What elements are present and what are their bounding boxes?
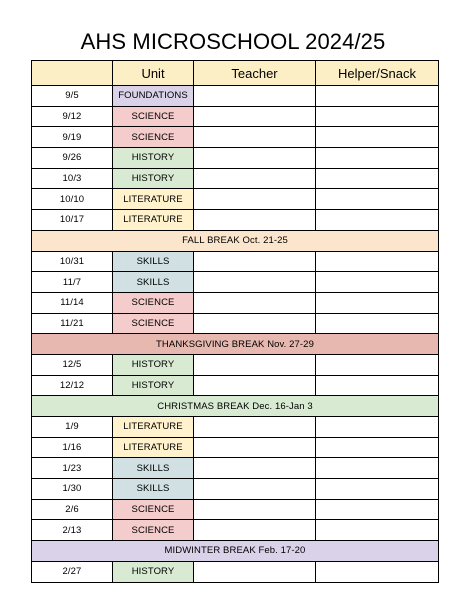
teacher-cell[interactable]: [194, 437, 316, 458]
unit-cell: LITERATURE: [113, 437, 194, 458]
unit-cell: SCIENCE: [113, 292, 194, 313]
helper-snack-column-header: Helper/Snack: [316, 61, 439, 86]
break-row: [32, 541, 439, 562]
break-label: MIDWINTER BREAK Feb. 17-20: [32, 541, 439, 562]
schedule-row: [32, 561, 439, 582]
schedule-row: [32, 189, 439, 210]
teacher-column-header: Teacher: [194, 61, 316, 86]
unit-cell: SKILLS: [113, 479, 194, 500]
helper-snack-cell[interactable]: [316, 189, 439, 210]
schedule-row: [32, 375, 439, 396]
header-row: [32, 61, 439, 86]
teacher-cell[interactable]: [194, 313, 316, 334]
date-cell: 9/26: [32, 148, 113, 169]
schedule-body: [32, 86, 439, 583]
helper-snack-cell[interactable]: [316, 251, 439, 272]
teacher-cell[interactable]: [194, 86, 316, 107]
date-cell: 2/27: [32, 561, 113, 582]
teacher-cell[interactable]: [194, 127, 316, 148]
schedule-table: [31, 60, 439, 583]
date-cell: 2/6: [32, 499, 113, 520]
helper-snack-cell[interactable]: [316, 106, 439, 127]
date-cell: 1/9: [32, 417, 113, 438]
unit-cell: FOUNDATIONS: [113, 86, 194, 107]
helper-snack-cell[interactable]: [316, 148, 439, 169]
date-cell: 10/10: [32, 189, 113, 210]
helper-snack-cell[interactable]: [316, 272, 439, 293]
schedule-row: [32, 292, 439, 313]
break-label: CHRISTMAS BREAK Dec. 16-Jan 3: [32, 396, 439, 417]
teacher-cell[interactable]: [194, 148, 316, 169]
helper-snack-cell[interactable]: [316, 292, 439, 313]
date-cell: 9/12: [32, 106, 113, 127]
helper-snack-cell[interactable]: [316, 313, 439, 334]
helper-snack-cell[interactable]: [316, 417, 439, 438]
helper-snack-cell[interactable]: [316, 458, 439, 479]
unit-cell: SCIENCE: [113, 106, 194, 127]
unit-cell: HISTORY: [113, 561, 194, 582]
schedule-row: [32, 127, 439, 148]
teacher-cell[interactable]: [194, 272, 316, 293]
teacher-cell[interactable]: [194, 479, 316, 500]
date-cell: 12/12: [32, 375, 113, 396]
date-cell: 12/5: [32, 354, 113, 375]
schedule-row: [32, 148, 439, 169]
teacher-cell[interactable]: [194, 210, 316, 231]
date-cell: 11/7: [32, 272, 113, 293]
unit-cell: SCIENCE: [113, 313, 194, 334]
helper-snack-cell[interactable]: [316, 168, 439, 189]
date-cell: 9/5: [32, 86, 113, 107]
schedule-row: [32, 251, 439, 272]
schedule-row: [32, 86, 439, 107]
unit-cell: LITERATURE: [113, 417, 194, 438]
teacher-cell[interactable]: [194, 499, 316, 520]
teacher-cell[interactable]: [194, 375, 316, 396]
teacher-cell[interactable]: [194, 168, 316, 189]
unit-cell: SCIENCE: [113, 499, 194, 520]
unit-cell: HISTORY: [113, 354, 194, 375]
date-cell: 1/16: [32, 437, 113, 458]
break-row: [32, 396, 439, 417]
teacher-cell[interactable]: [194, 292, 316, 313]
teacher-cell[interactable]: [194, 354, 316, 375]
date-cell: 10/31: [32, 251, 113, 272]
helper-snack-cell[interactable]: [316, 210, 439, 231]
helper-snack-cell[interactable]: [316, 86, 439, 107]
date-cell: 1/30: [32, 479, 113, 500]
schedule-row: [32, 437, 439, 458]
date-cell: 9/19: [32, 127, 113, 148]
date-column-header: [32, 61, 113, 86]
break-label: THANKSGIVING BREAK Nov. 27-29: [32, 334, 439, 355]
unit-cell: HISTORY: [113, 168, 194, 189]
teacher-cell[interactable]: [194, 251, 316, 272]
unit-cell: SCIENCE: [113, 127, 194, 148]
unit-cell: SKILLS: [113, 458, 194, 479]
page-title: AHS MICROSCHOOL 2024/25: [80, 29, 386, 54]
schedule-row: [32, 499, 439, 520]
schedule-row: [32, 354, 439, 375]
unit-cell: SKILLS: [113, 272, 194, 293]
helper-snack-cell[interactable]: [316, 437, 439, 458]
unit-cell: HISTORY: [113, 148, 194, 169]
date-cell: 11/14: [32, 292, 113, 313]
schedule-row: [32, 168, 439, 189]
date-cell: 11/21: [32, 313, 113, 334]
helper-snack-cell[interactable]: [316, 561, 439, 582]
teacher-cell[interactable]: [194, 520, 316, 541]
schedule-row: [32, 106, 439, 127]
helper-snack-cell[interactable]: [316, 354, 439, 375]
schedule-row: [32, 458, 439, 479]
unit-cell: LITERATURE: [113, 210, 194, 231]
helper-snack-cell[interactable]: [316, 127, 439, 148]
schedule-row: [32, 210, 439, 231]
unit-cell: HISTORY: [113, 375, 194, 396]
break-row: [32, 230, 439, 251]
break-label: FALL BREAK Oct. 21-25: [32, 230, 439, 251]
date-cell: 10/17: [32, 210, 113, 231]
unit-column-header: Unit: [113, 61, 194, 86]
helper-snack-cell[interactable]: [316, 375, 439, 396]
teacher-cell[interactable]: [194, 561, 316, 582]
date-cell: 10/3: [32, 168, 113, 189]
helper-snack-cell[interactable]: [316, 479, 439, 500]
schedule-row: [32, 520, 439, 541]
schedule-row: [32, 313, 439, 334]
break-row: [32, 334, 439, 355]
date-cell: 2/13: [32, 520, 113, 541]
helper-snack-cell[interactable]: [316, 499, 439, 520]
schedule-row: [32, 417, 439, 438]
unit-cell: SKILLS: [113, 251, 194, 272]
schedule-row: [32, 272, 439, 293]
teacher-cell[interactable]: [194, 417, 316, 438]
helper-snack-cell[interactable]: [316, 520, 439, 541]
teacher-cell[interactable]: [194, 458, 316, 479]
unit-cell: SCIENCE: [113, 520, 194, 541]
date-cell: 1/23: [32, 458, 113, 479]
teacher-cell[interactable]: [194, 189, 316, 210]
schedule-row: [32, 479, 439, 500]
unit-cell: LITERATURE: [113, 189, 194, 210]
teacher-cell[interactable]: [194, 106, 316, 127]
